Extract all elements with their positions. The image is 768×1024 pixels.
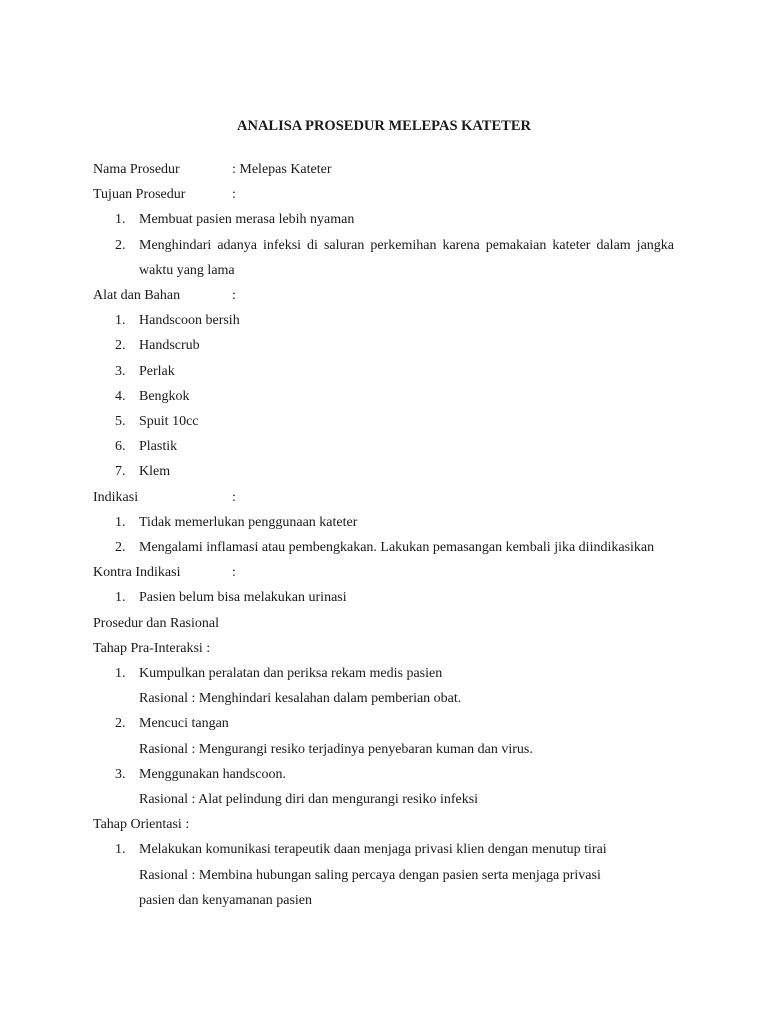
list-item (93, 384, 674, 409)
nama-prosedur-label: Nama Prosedur (93, 162, 180, 177)
orientasi-heading: Tahap Orientasi : (93, 817, 190, 833)
list-item (93, 762, 674, 787)
list-item (93, 333, 674, 358)
list-number: 1. (115, 313, 126, 329)
list-text: Menghindari adanya infeksi di saluran perkemihan karena pemakaian kateter dalam jangka waktu yang lama (139, 237, 674, 278)
list-number: 1. (115, 590, 126, 606)
list-item (93, 434, 674, 459)
list-number: 2. (115, 716, 126, 732)
list-item (93, 207, 674, 232)
list-number: 2. (115, 237, 126, 253)
list-item (93, 711, 674, 736)
list-text: Tidak memerlukan penggunaan kateter (139, 514, 358, 530)
nama-prosedur-value: : Melepas Kateter (232, 162, 332, 177)
list-item (93, 308, 674, 333)
list-text: Kumpulkan peralatan dan periksa rekam medis pasien (139, 665, 443, 681)
list-text: Bengkok (139, 388, 190, 404)
list-text: Handscrub (139, 338, 200, 354)
tujuan-prosedur-label: Tujuan Prosedur (93, 187, 186, 203)
list-item (93, 233, 674, 283)
list-item (93, 661, 674, 686)
rasional-text: Rasional : Membina hubungan saling percaya dengan pasien serta menjaga privasi pasien dan kenyamanan pasien (139, 867, 601, 908)
list-text: Pasien belum bisa melakukan urinasi (139, 590, 347, 606)
list-item (93, 510, 674, 535)
list-text: Plastik (139, 439, 178, 455)
list-number: 1. (115, 514, 126, 530)
list-text: Perlak (139, 363, 175, 379)
list-number: 6. (115, 439, 126, 455)
list-text: Handscoon bersih (139, 313, 240, 329)
list-number: 2. (115, 338, 126, 354)
list-text: Melakukan komunikasi terapeutik daan menjaga privasi klien dengan menutup tirai (139, 842, 607, 858)
list-text: Klem (139, 464, 171, 480)
list-item (93, 459, 674, 484)
list-number: 3. (115, 766, 126, 782)
alat-colon: : (232, 287, 236, 303)
prosedur-heading: Prosedur dan Rasional (93, 615, 219, 631)
indikasi-row (93, 485, 674, 510)
rasional-text: Rasional : Alat pelindung diri dan mengurangi resiko infeksi (139, 791, 479, 807)
list-text: Mengalami inflamasi atau pembengkakan. Lakukan pemasangan kembali jika diindikasikan (139, 539, 655, 555)
document-content (93, 157, 674, 913)
list-number: 5. (115, 413, 126, 429)
list-item (93, 535, 674, 560)
rasional-text: Rasional : Mengurangi resiko terjadinya penyebaran kuman dan virus. (139, 741, 533, 757)
list-number: 4. (115, 388, 126, 404)
list-number: 1. (115, 665, 126, 681)
list-text: Membuat pasien merasa lebih nyaman (139, 212, 355, 228)
tujuan-prosedur-row (93, 182, 674, 207)
indikasi-colon: : (232, 489, 236, 505)
alat-bahan-row (93, 283, 674, 308)
nama-prosedur-row (93, 157, 674, 182)
list-text: Spuit 10cc (139, 413, 199, 429)
document-title: ANALISA PROSEDUR MELEPAS KATETER (237, 118, 531, 134)
list-text: Menggunakan handscoon. (139, 766, 286, 782)
list-number: 1. (115, 842, 126, 858)
list-item (93, 409, 674, 434)
pra-interaksi-heading: Tahap Pra-Interaksi : (93, 640, 211, 656)
list-number: 1. (115, 212, 126, 228)
list-text: Mencuci tangan (139, 716, 229, 732)
indikasi-label: Indikasi (93, 489, 139, 505)
kontra-indikasi-label: Kontra Indikasi (93, 565, 181, 581)
list-item (93, 585, 674, 610)
list-number: 3. (115, 363, 126, 379)
list-number: 7. (115, 464, 126, 480)
list-item (93, 359, 674, 384)
tujuan-colon: : (232, 187, 236, 203)
alat-bahan-label: Alat dan Bahan (93, 287, 181, 303)
list-item (93, 837, 674, 862)
kontra-indikasi-row (93, 560, 674, 585)
list-number: 2. (115, 539, 126, 555)
rasional-text: Rasional : Menghindari kesalahan dalam pemberian obat. (139, 691, 462, 707)
kontra-colon: : (232, 565, 236, 581)
